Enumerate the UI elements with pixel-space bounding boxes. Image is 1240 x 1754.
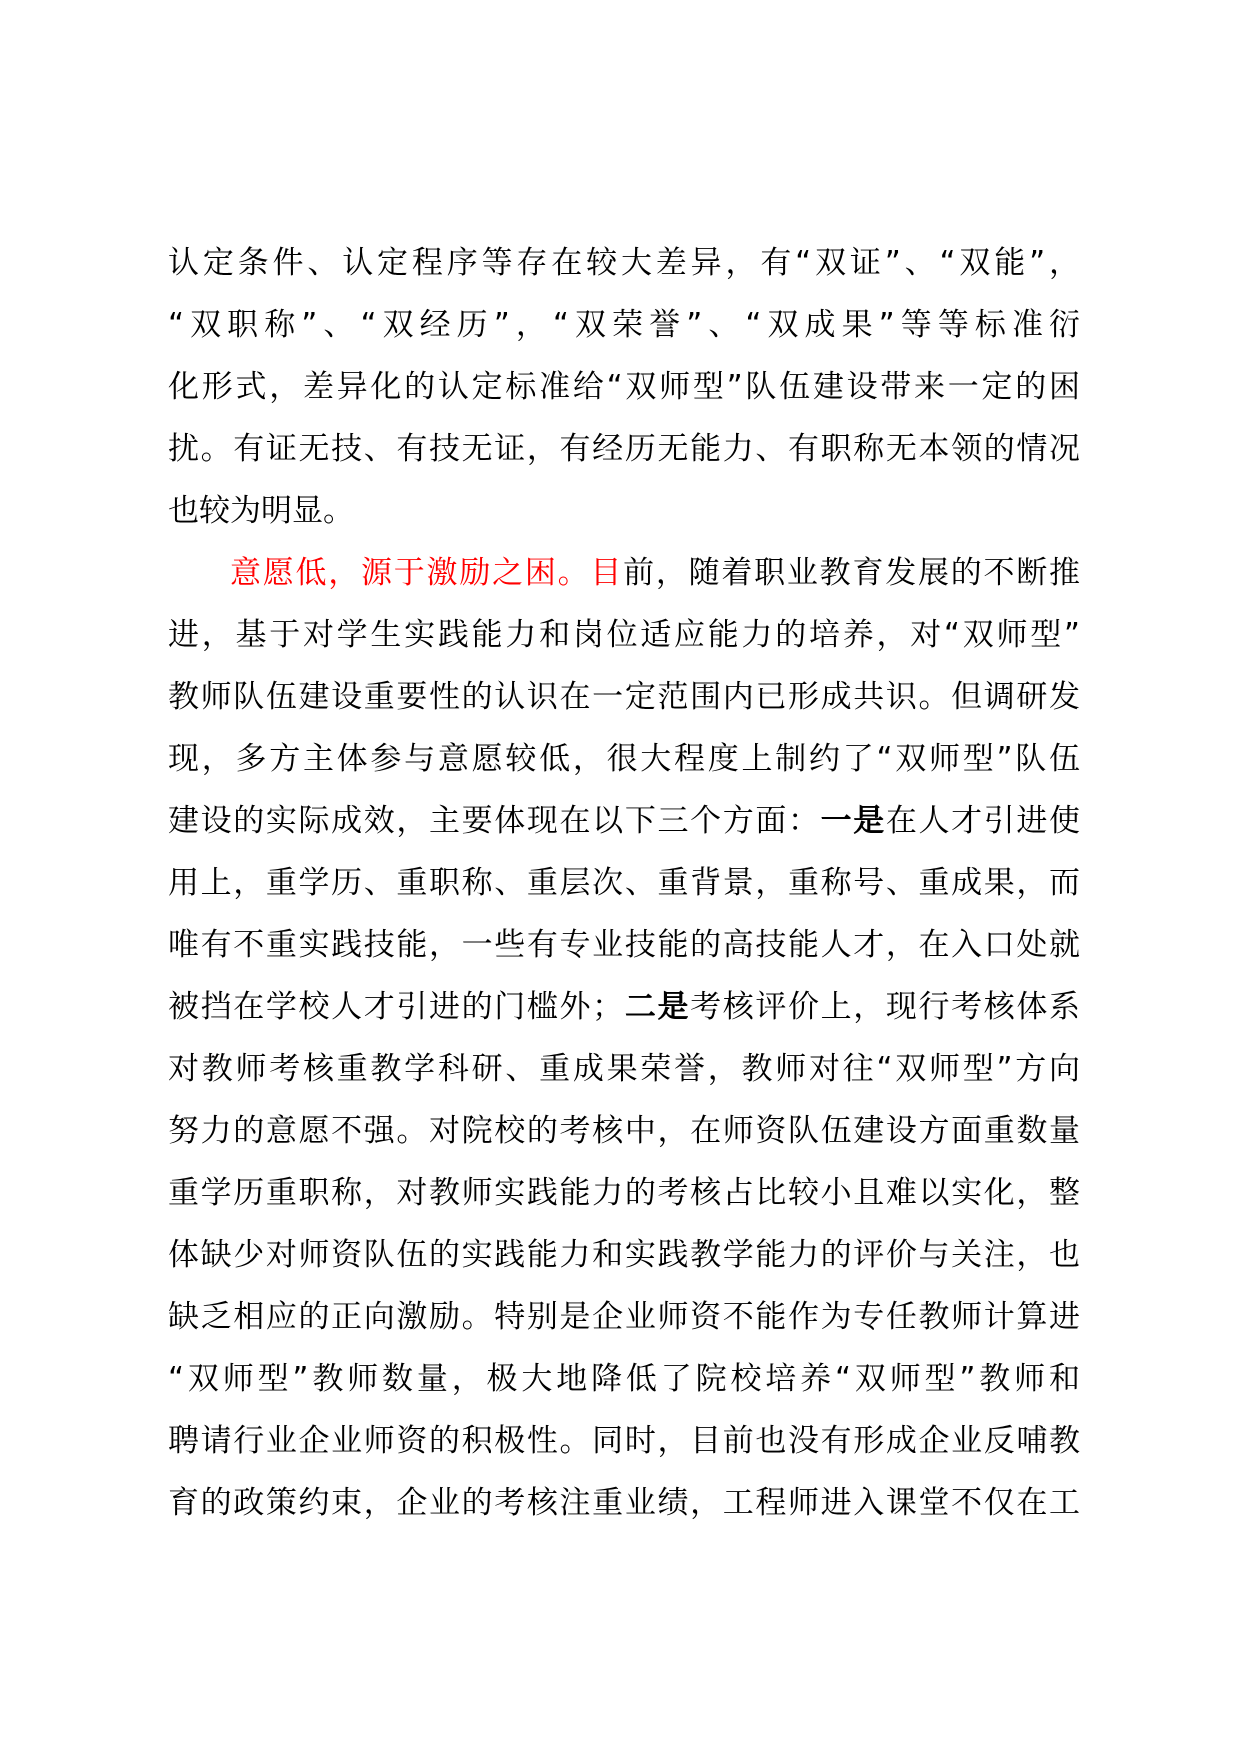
text-line bbox=[168, 790, 1080, 852]
text-line bbox=[168, 1286, 1080, 1348]
paragraph-2 bbox=[168, 542, 1080, 1534]
text-segment: 认定条件、认定程序等存在较大差异，有“双证”、“双能”， bbox=[168, 245, 1080, 281]
text-segment: 被挡在学校人才引进的门槛外； bbox=[168, 989, 624, 1025]
text-segment: 用上，重学历、重职称、重层次、重背景，重称号、重成果，而 bbox=[168, 865, 1080, 901]
text-segment: 重学历重职称，对教师实践能力的考核占比较小且难以实化，整 bbox=[168, 1175, 1080, 1211]
text-line bbox=[168, 1100, 1080, 1162]
text-line bbox=[168, 666, 1080, 728]
text-line bbox=[168, 294, 1080, 356]
text-line bbox=[168, 976, 1080, 1038]
text-segment: 建设的实际成效，主要体现在以下三个方面： bbox=[168, 803, 821, 839]
text-segment: “双师型”教师数量，极大地降低了院校培养“双师型”教师和 bbox=[168, 1361, 1080, 1397]
bold-marker: 二是 bbox=[623, 989, 691, 1025]
text-line bbox=[168, 480, 1080, 542]
text-line bbox=[168, 1348, 1080, 1410]
text-line bbox=[168, 604, 1080, 666]
text-line bbox=[168, 728, 1080, 790]
text-segment: 缺乏相应的正向激励。特别是企业师资不能作为专任教师计算进 bbox=[168, 1299, 1080, 1335]
text-line bbox=[168, 914, 1080, 976]
text-segment: 也较为明显。 bbox=[168, 493, 354, 529]
paragraph-1 bbox=[168, 232, 1080, 542]
text-line bbox=[168, 1224, 1080, 1286]
text-segment: 唯有不重实践技能，一些有专业技能的高技能人才，在入口处就 bbox=[168, 927, 1080, 963]
text-segment: 考核评价上，现行考核体系 bbox=[690, 989, 1080, 1025]
text-line bbox=[168, 418, 1080, 480]
text-line bbox=[168, 232, 1080, 294]
text-segment: 扰。有证无技、有技无证，有经历无能力、有职称无本领的情况 bbox=[168, 431, 1080, 467]
text-segment: 进，基于对学生实践能力和岗位适应能力的培养，对“双师型” bbox=[168, 617, 1080, 653]
text-segment: 在人才引进使 bbox=[885, 803, 1080, 839]
text-segment: 育的政策约束，企业的考核注重业绩，工程师进入课堂不仅在工 bbox=[168, 1485, 1080, 1521]
text-line bbox=[168, 1038, 1080, 1100]
text-segment: 现，多方主体参与意愿较低，很大程度上制约了“双师型”队伍 bbox=[168, 741, 1080, 777]
text-line bbox=[168, 542, 1080, 604]
text-line bbox=[168, 356, 1080, 418]
text-segment: 化形式，差异化的认定标准给“双师型”队伍建设带来一定的困 bbox=[168, 369, 1080, 405]
text-line bbox=[168, 852, 1080, 914]
text-line bbox=[168, 1472, 1080, 1534]
text-segment: 努力的意愿不强。对院校的考核中，在师资队伍建设方面重数量 bbox=[168, 1113, 1080, 1149]
text-segment: 教师队伍建设重要性的认识在一定范围内已形成共识。但调研发 bbox=[168, 679, 1080, 715]
text-segment: 聘请行业企业师资的积极性。同时，目前也没有形成企业反哺教 bbox=[168, 1423, 1080, 1459]
document-body bbox=[168, 232, 1080, 1534]
text-segment: 前，随着职业教育发展的不断推 bbox=[623, 555, 1080, 591]
text-segment: 体缺少对师资队伍的实践能力和实践教学能力的评价与关注，也 bbox=[168, 1237, 1080, 1273]
text-line bbox=[168, 1162, 1080, 1224]
text-segment: 对教师考核重教学科研、重成果荣誉，教师对往“双师型”方向 bbox=[168, 1051, 1080, 1087]
section-heading-red: 意愿低，源于激励之困。目 bbox=[230, 555, 624, 591]
text-segment: “双职称”、“双经历”，“双荣誉”、“双成果”等等标准衍 bbox=[168, 307, 1080, 343]
text-line bbox=[168, 1410, 1080, 1472]
bold-marker: 一是 bbox=[820, 803, 886, 839]
